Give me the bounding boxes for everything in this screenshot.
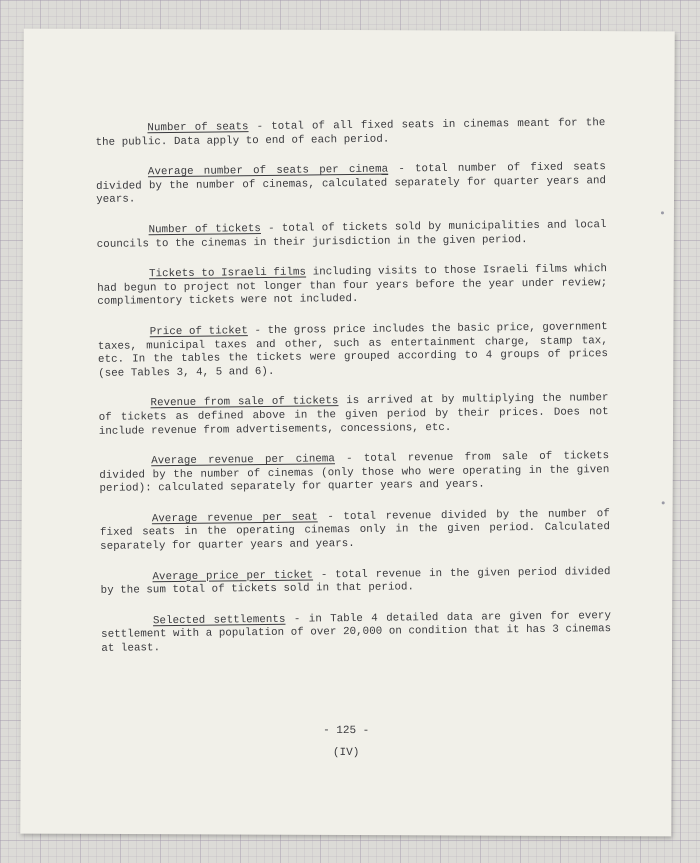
page-number: - 125 - <box>323 724 370 738</box>
paragraph-price-of-ticket <box>98 321 609 381</box>
term-label: Tickets to Israeli films <box>149 266 307 281</box>
term-label: Selected settlements <box>152 613 286 628</box>
term-label: Average revenue per seat <box>151 511 318 526</box>
term-label: Number of tickets <box>148 222 261 237</box>
paper-speck <box>661 211 664 214</box>
paragraph-revenue-from-sale <box>98 392 608 439</box>
definition-text: - total of all fixed seats in cinemas meant for the the public. Data apply to end of each period. <box>95 117 606 149</box>
document-page <box>20 29 675 837</box>
definition-text: - total number of fixed seats divided by the number of cinemas, calculated separately for quarter years and years. <box>96 161 607 207</box>
term-label: Average number of seats per cinema <box>147 163 389 179</box>
paper-speck <box>662 501 665 504</box>
paragraph-number-of-seats <box>95 117 605 150</box>
definition-text: - in Table 4 detailed data are given for every settlement with a population of over 20,000 on condition that it has 3 cinemas at least. <box>101 609 612 655</box>
paragraph-tickets-israeli-films <box>97 263 607 310</box>
paragraph-average-revenue-per-cinema <box>99 450 609 497</box>
definition-text: - total revenue from sale of tickets divided by the number of cinemas (only those who were operating in the given period): calculated separately for quarter years and years. <box>99 450 610 496</box>
term-label: Price of ticket <box>149 325 248 339</box>
definition-text: including visits to those Israeli films which had begun to project not longer than four years before the year under review; complimentory tickets were not included. <box>97 263 608 309</box>
term-label: Average price per ticket <box>152 569 314 583</box>
definition-text: is arrived at by multiplying the number of tickets as defined above in the given period by their prices. Does not include revenue from advertisements, concessions, etc. <box>98 392 609 438</box>
paragraph-number-of-tickets <box>97 219 607 252</box>
paragraph-average-price-per-ticket <box>100 566 610 599</box>
term-label: Average revenue per cinema <box>151 453 336 468</box>
definition-text: - total revenue divided by the number of fixed seats in the operating cinemas only in the given period. Calculated separately for quarter years and years. <box>99 507 611 553</box>
section-label: (IV) <box>332 746 360 760</box>
document-body <box>95 117 611 673</box>
definition-text: - total revenue in the given period divided by the sum total of tickets sold in that period. <box>100 565 611 598</box>
term-label: Revenue from sale of tickets <box>150 395 339 410</box>
paragraph-average-seats-per-cinema <box>96 161 606 208</box>
definition-text: - total of tickets sold by municipalities and local councils to the cinemas in their jurisdiction in the given period. <box>96 219 607 251</box>
paragraph-average-revenue-per-seat <box>100 508 610 555</box>
term-label: Number of seats <box>147 121 249 135</box>
paragraph-selected-settlements <box>101 610 611 657</box>
definition-text: - the gross price includes the basic price, government taxes, municipal taxes and other, such as entertainment charge, stamp tax, etc. In the tables the tickets were grouped according to 4 groups of prices (see Tables 3, 4, 5 and 6). <box>97 321 609 380</box>
page-footer <box>21 719 672 766</box>
